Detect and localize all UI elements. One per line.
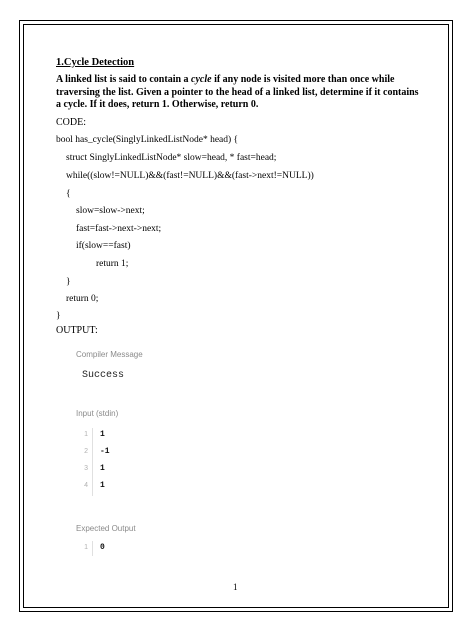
expected-gutter-divider <box>92 541 93 556</box>
output-label: OUTPUT: <box>56 325 98 336</box>
compiler-message: Success <box>82 370 125 381</box>
input-value: -1 <box>100 447 110 456</box>
input-label: Input (stdin) <box>76 409 119 418</box>
code-line: } <box>66 277 71 287</box>
input-gutter-divider <box>92 428 93 496</box>
input-value: 1 <box>100 481 105 490</box>
compiler-message-label: Compiler Message <box>76 350 143 359</box>
code-line: bool has_cycle(SinglyLinkedListNode* head) { <box>56 135 239 145</box>
line-number: 1 <box>84 431 88 438</box>
line-number: 4 <box>84 482 88 489</box>
input-value: 1 <box>100 464 105 473</box>
description-text-1: A linked list is said to contain a <box>56 74 192 85</box>
problem-description <box>56 74 426 112</box>
code-line: return 0; <box>66 294 99 304</box>
code-line: if(slow==fast) <box>76 241 131 251</box>
code-line: fast=fast->next->next; <box>76 224 162 234</box>
expected-output-label: Expected Output <box>76 524 136 533</box>
line-number: 2 <box>84 448 88 455</box>
code-line: struct SinglyLinkedListNode* slow=head, * fast=head; <box>66 153 277 163</box>
code-line: slow=slow->next; <box>76 206 145 216</box>
section-heading: 1.Cycle Detection <box>56 57 135 68</box>
line-number: 1 <box>84 544 88 551</box>
description-emphasis: cycle <box>191 74 212 85</box>
page-number: 1 <box>233 582 238 592</box>
line-number: 3 <box>84 465 88 472</box>
input-value: 1 <box>100 430 105 439</box>
code-label: CODE: <box>56 117 86 128</box>
page-border-inner <box>23 24 449 608</box>
description-text-2: if any node is visited more than once while traversing the list. Given a pointer to the head of a linked list, determine if it contains a cycle. If it does, return 1. Otherwise, return 0. <box>56 74 419 110</box>
code-line: return 1; <box>96 259 129 269</box>
code-line: { <box>66 189 71 199</box>
code-line: while((slow!=NULL)&&(fast!=NULL)&&(fast->next!=NULL)) <box>66 171 314 181</box>
expected-value: 0 <box>100 543 105 552</box>
code-line: } <box>56 311 61 321</box>
